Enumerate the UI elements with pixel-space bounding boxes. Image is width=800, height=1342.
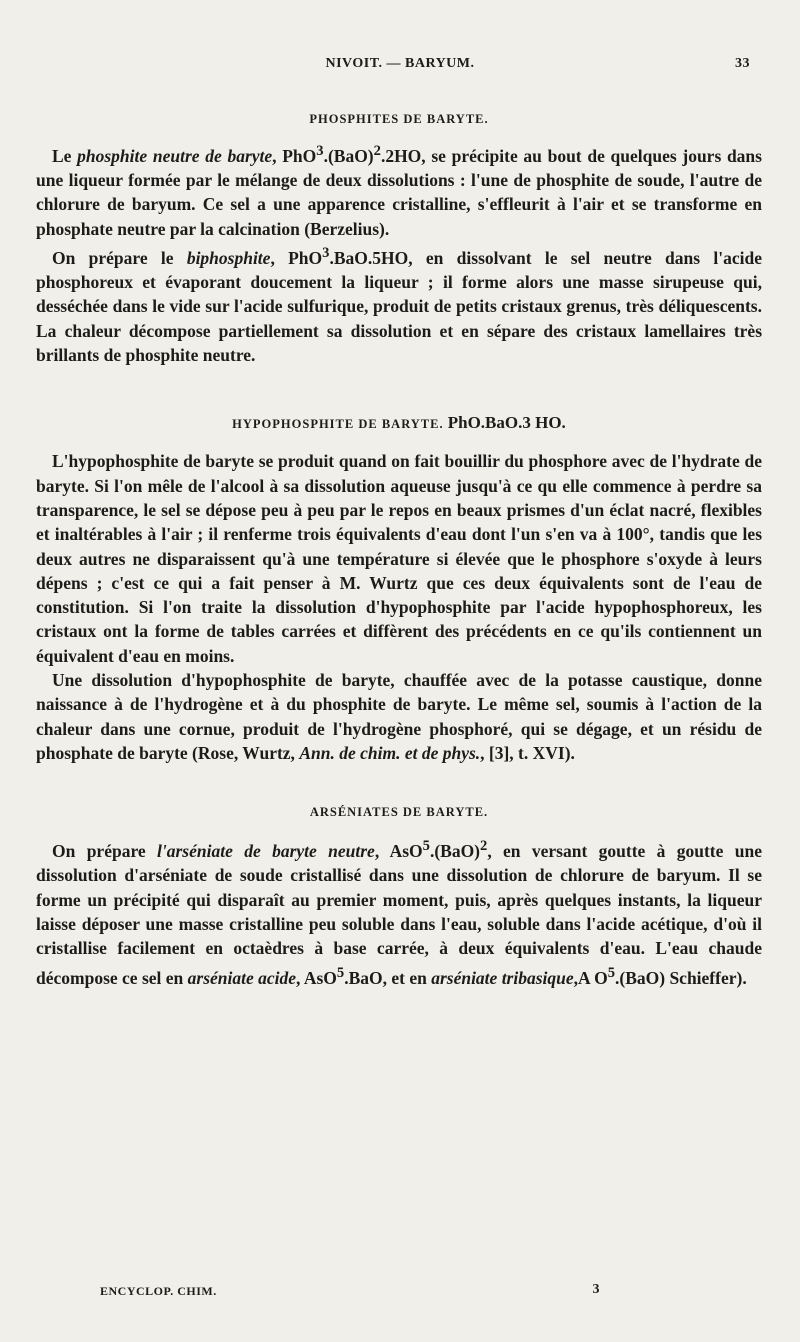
section-title-phosphites: PHOSPHITES DE BARYTE. — [309, 112, 489, 126]
footer-signature: ENCYCLOP. CHIM. — [100, 1284, 217, 1298]
page-footer — [100, 1284, 708, 1299]
page-number: 33 — [735, 56, 750, 71]
section-title-arseniates: ARSÉNIATES DE BARYTE. — [309, 805, 489, 820]
paragraph-arseniate-neutre: On prépare l'arséniate de baryte neutre, AsO$^5$.(BaO)$^2$, en versant goutte à goutte une dissolution d'arséniate de soude cristallisé dans une dissolution de chlorure de baryum. Il se forme un précipité qui disparaît au premier moment, puis, après quelques instants, la liqueur laisse déposer une masse cristalline peu soluble dans l'eau, soluble dans l'acide acétique, d'où il cristallise facilement en octaèdres à base carrée, à deux équivalents d'eau. L'eau chaude décompose ce sel en arséniate acide, AsO$^5$.BaO, et en arséniate tribasique,A $O^5.(BaO)$ Schieffer). — [36, 838, 762, 988]
footer-signature-number: 3 — [592, 1282, 600, 1297]
paragraph-hypophosphite-decomposition: Une dissolution d'hypophosphite de baryte, chauffée avec de la potasse caustique, donne naissance à de l'hydrogène et à du phosphite de baryte. Le même sel, soumis à l'action de la chaleur dans une cornue, produit de l'hydrogène phosphoré, qui se dégage, et un résidu de phosphate de baryte (Rose, Wurtz, Ann. de chim. et de phys., [3], t. XVI). — [36, 670, 762, 763]
paragraph-phosphite-neutre: Le phosphite neutre de baryte, PhO$^3$.(BaO)$^2$.2HO, se précipite au bout de quelques jours dans une liqueur formée par le mélange de deux dissolutions : l'une de phosphite de soude, l'autre de chlorure de baryum. Ce sel a une apparence cristalline, s'effleurit à l'air et se transforme en phosphate neutre par la calcination (Berzelius). — [36, 143, 762, 239]
paragraph-biphosphite: On prépare le biphosphite, PhO$^3$.BaO.5HO, en dissolvant le sel neutre dans l'acide phosphoreux et évaporant doucement la liqueur ; il forme alors une masse sirupeuse qui, desséchée dans le vide sur l'acide sulfurique, produit de petits cristaux grenus, très déliquescents. La chaleur décompose partiellement sa dissolution et en sépare des cristaux lamellaires très brillants de phosphite neutre. — [36, 245, 762, 366]
section-title-hypophosphite: HYPOPHOSPHITE DE BARYTE. PhO.BaO.3 HO. — [232, 413, 566, 433]
section-title-formula: PhO.BaO.3 HO. — [447, 413, 566, 433]
running-head-title: NIVOIT. — BARYUM. — [325, 56, 475, 71]
page-body — [36, 112, 762, 990]
paragraph-hypophosphite-preparation: L'hypophosphite de baryte se produit quand on fait bouillir du phosphore avec de l'hydrate de baryte. Si l'on mêle de l'alcool à sa dissolution aqueuse jusqu'à ce qu elle commence à perdre sa transparence, le sel se dépose peu à peu par le repos en beaux prismes d'un éclat nacré, flexibles et inaltérables à l'air ; il renferme trois équivalents d'eau dont l'un s'en va à 100°, tandis que les deux autres ne disparaissent qu'à une température si élevée que le phosphore s'oxyde à leurs dépens ; c'est ce qui a fait penser à M. Wurtz que ces deux équivalents sont de l'eau de constitution. Si l'on traite la dissolution d'hypophosphite par l'acide hypophosphoreux, les cristaux ont la forme de tables carrées et diffèrent des précédents en ce qu'ils contiennent un équivalent d'eau en moins. — [36, 451, 762, 666]
